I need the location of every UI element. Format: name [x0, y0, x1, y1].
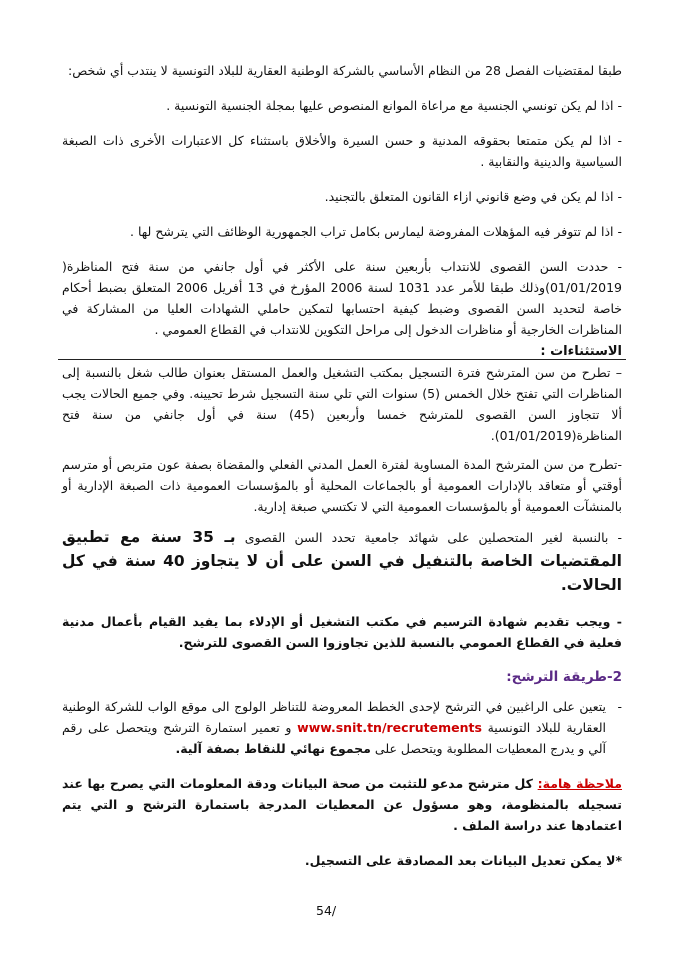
non-graduates-bold: بـ 35 سنة مع تطبيق المقتضيات الخاصة بالتنفيل في السن على أن لا يتجاوز 40 سنة في كل الحالات.: [62, 528, 622, 594]
section2-text-2: و تعمير استمارة الترشح ويتحصل على رقم آلي و يدرج المعطيات المطلوبة ويتحصل على: [62, 720, 606, 756]
exception-employment-office: – تطرح من سن المترشح فترة التسجيل بمكتب التشغيل والعمل المستقل بعنوان طالب شغل بالنسبة إلى المناظرات التي تفتح خلال الخمس (5) سنوات التي تلي سنة التسجيل شرط تحيينه. وفي جميع الحالات يجب ألا تتجاوز السن القصوى للمترشح خمسا وأربعين (45) سنة في أول جانفي من سنة فتح المناظرة(01/01/2019).: [62, 365, 622, 443]
condition-civil-rights: - اذا لم يكن متمتعا بحقوقه المدنية و حسن السيرة والأخلاق باستثناء كل الاعتبارات الأخرى ذات الصبغة السياسية والدينية والنقابية .: [62, 133, 622, 169]
exception-civil-service: -تطرح من سن المترشح المدة المساوية لفترة العمل المدني الفعلي والمقضاة بصفة عون متربص أو مترسم أوقتي أو متعاقد بالإدارات العمومية أو بالجماعات المحلية أو بالمؤسسات العمومية ذات الصبغة الإدارية أو بالمنشآت العمومية أو بالمؤسسات العمومية التي لا تكتسي صبغة إدارية.: [62, 457, 622, 514]
condition-qualifications: - اذا لم تتوفر فيه المؤهلات المفروضة ليمارس بكامل تراب الجمهورية الوظائف التي يترشح لها .: [130, 224, 622, 239]
recruitment-link[interactable]: www.snit.tn/recrutements: [297, 720, 482, 735]
final-note: *لا يمكن تعديل البيانات بعد المصادقة على التسجيل.: [304, 853, 622, 868]
section2-bullet: [62, 696, 622, 759]
condition-military: - اذا لم يكن في وضع قانوني ازاء القانون المتعلق بالتجنيد.: [324, 189, 622, 204]
age-limit-paragraph: - حددت السن القصوى للانتداب بأربعين سنة على الأكثر في أول جانفي من سنة فتح المناظرة( 01/01/2019)وذلك طبقا للأمر عدد 1031 لسنة 2006 المؤرخ في 13 أفريل 2006 المتعلق بضبط أحكام خاصة لتحديد السن القصوى وضبط كيفية احتسابها لتمكين حاملي الشهادات العليا من المشاركة في المناظرات الخارجية أو مناظرات الدخول إلى مراحل التكوين للانتداب في القطاع العمومي .: [62, 259, 622, 337]
exceptions-heading: [62, 344, 622, 362]
non-graduates-intro: - بالنسبة لغير المتحصلين على شهائد جامعية تحدد السن القصوى: [244, 530, 623, 545]
intro-paragraph: طبقا لمقتضيات الفصل 28 من النظام الأساسي بالشركة الوطنية العقارية للبلاد التونسية لا ينتدب أي شخص:: [68, 63, 622, 78]
certificate-note: - ويجب تقديم شهادة الترسيم في مكتب التشغيل أو الإدلاء بما يفيد القيام بأعمال مدنية فعلية في القطاع العمومي بالنسبة للذين تجاوزوا السن القصوى للترشح.: [62, 614, 622, 650]
page-number: /54: [316, 903, 337, 918]
exceptions-rule: [58, 359, 626, 360]
section2-bold: مجموع نهائي للنقاط بصفة آلية.: [175, 741, 371, 756]
document-page: [62, 60, 622, 871]
section2-text-1: يتعين على الراغبين في الترشح لإحدى الخطط المعروضة للتناظر الولوج الى موقع الواب للشركة الوطنية العقارية للبلاد التونسية: [62, 699, 607, 735]
exceptions-title: الاستثناءات :: [540, 344, 622, 359]
condition-nationality: - اذا لم يكن تونسي الجنسية مع مراعاة الموانع المنصوص عليها بمجلة الجنسية التونسية .: [166, 98, 622, 113]
bullet-mark: -: [617, 699, 622, 714]
important-label: ملاحظة هامة:: [537, 776, 622, 791]
important-note: [62, 773, 622, 836]
section2-title: 2-طريقة الترشح:: [506, 669, 622, 685]
non-graduates-paragraph: [62, 525, 622, 597]
important-text: كل مترشح مدعو للتثبت من صحة البيانات ودقة المعلومات التي يصرح بها عند تسجيله بالمنظومة، وهو مسؤول عن المعطيات المدرجة باستمارة الترشح و التي يتم اعتمادها عند دراسة الملف .: [62, 776, 622, 833]
